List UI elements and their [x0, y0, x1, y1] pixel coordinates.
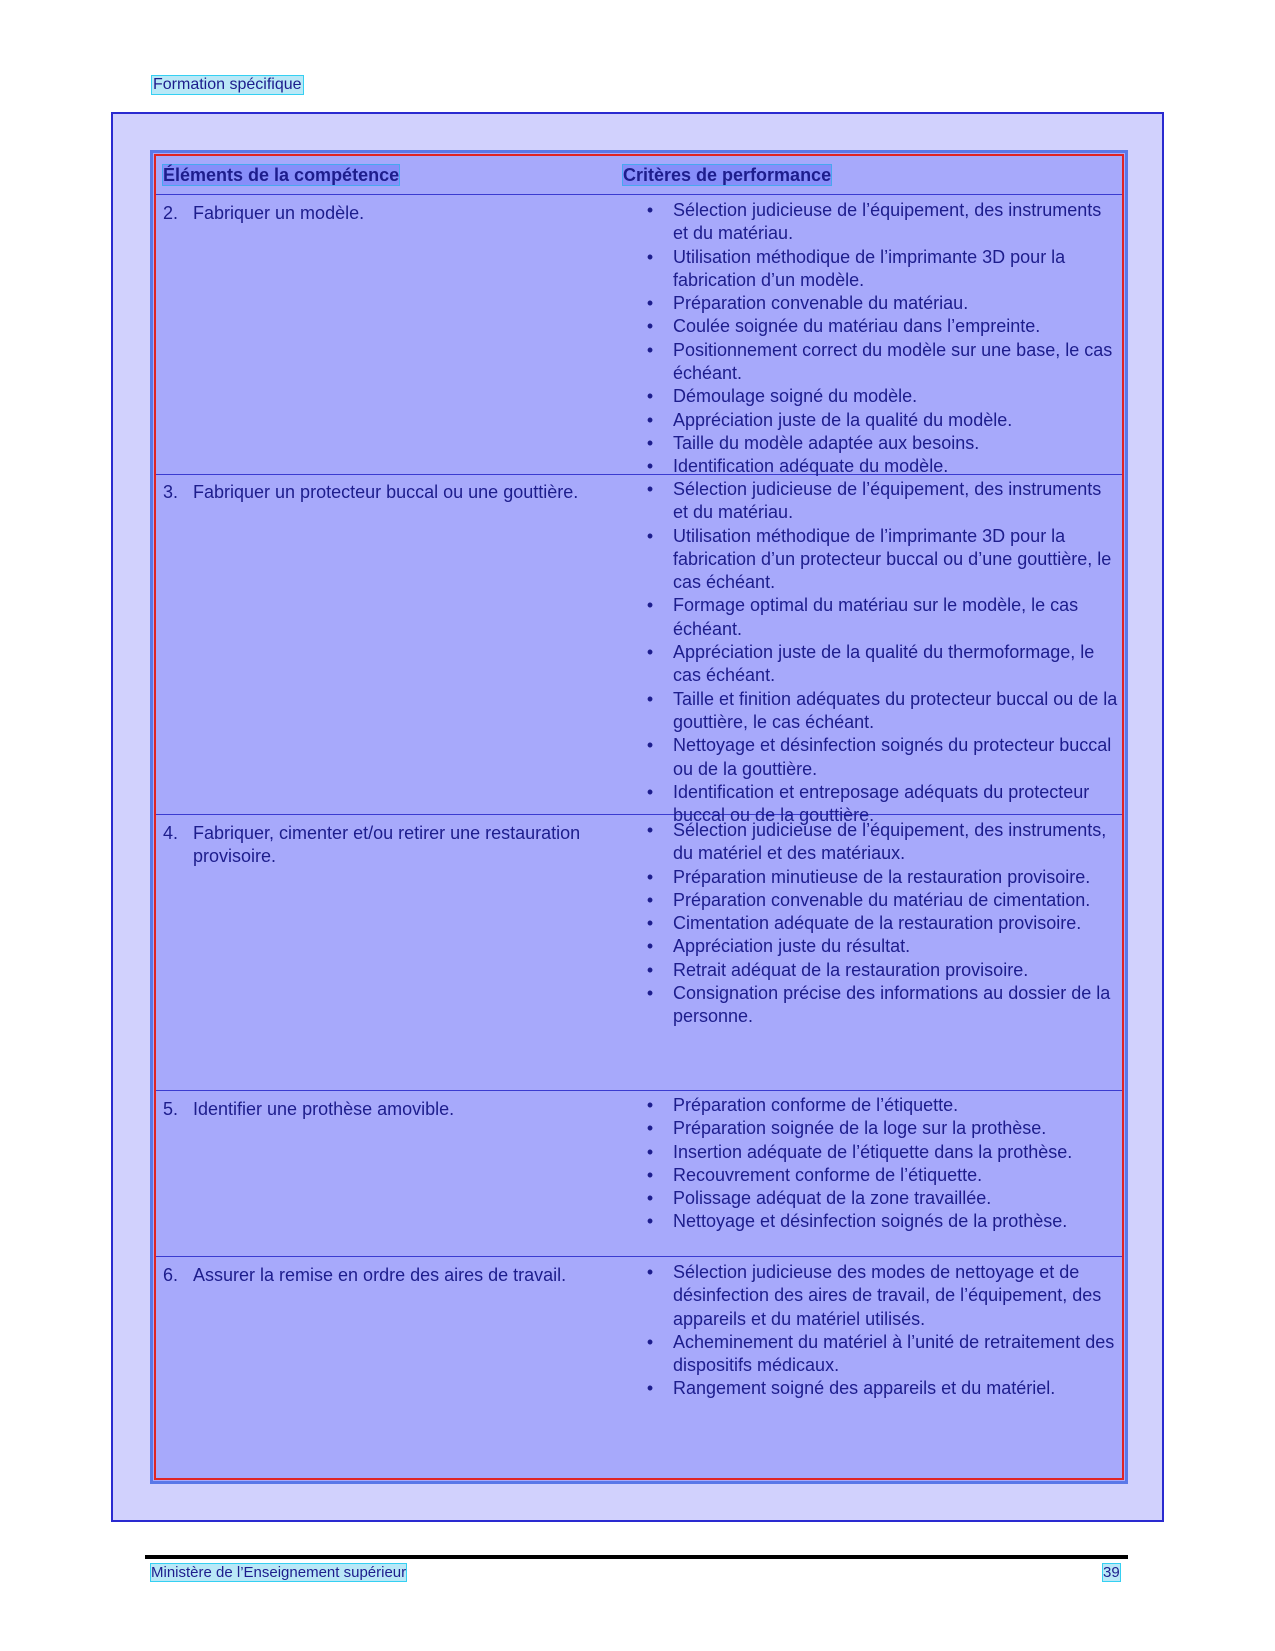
bullet-icon: • — [646, 781, 654, 802]
criterion-item — [643, 641, 1118, 688]
running-header: Formation spécifique — [153, 76, 302, 93]
criterion-text: Préparation conforme de l’étiquette. — [673, 1095, 959, 1115]
criterion-item — [643, 246, 1118, 293]
criterion-item — [643, 912, 1118, 935]
element-number: 3. — [163, 482, 179, 502]
table-body — [154, 154, 1124, 1480]
criterion-item — [643, 889, 1118, 912]
criterion-item — [643, 1210, 1118, 1233]
element-number: 2. — [163, 203, 179, 223]
criterion-item — [643, 315, 1118, 338]
criterion-item — [643, 1187, 1118, 1210]
bullet-icon: • — [646, 688, 654, 709]
criterion-text: Positionnement correct du modèle sur une base, le cas échéant. — [673, 339, 1113, 384]
criterion-text: Utilisation méthodique de l’imprimante 3D pour la fabrication d’un protecteur buccal ou d’une gouttière, le cas échéant. — [673, 525, 1112, 593]
criterion-text: Préparation minutieuse de la restauration provisoire. — [673, 866, 1091, 887]
criterion-text: Sélection judicieuse de l’équipement, des instruments et du matériau. — [673, 479, 1102, 523]
criterion-item — [643, 1094, 1118, 1117]
criterion-text: Cimentation adéquate de la restauration provisoire. — [673, 913, 1082, 934]
criterion-text: Appréciation juste de la qualité du thermoformage, le cas échéant. — [673, 642, 1095, 686]
criterion-item — [643, 982, 1118, 1029]
criterion-item — [643, 432, 1118, 455]
bullet-icon: • — [646, 479, 654, 499]
criterion-text: Consignation précise des informations au dossier de la personne. — [673, 983, 1111, 1027]
element-cell — [163, 1098, 648, 1121]
element-number: 6. — [163, 1265, 179, 1285]
criterion-item — [643, 525, 1118, 595]
bullet-icon: • — [646, 386, 654, 407]
table-header — [156, 156, 1122, 195]
bullet-icon: • — [646, 1141, 654, 1162]
table-row — [156, 814, 1122, 1091]
criterion-item — [643, 866, 1118, 889]
bullet-icon: • — [646, 1095, 654, 1115]
criterion-text: Retrait adéquat de la restauration provisoire. — [673, 959, 1029, 980]
column-header-elements: Éléments de la compétence — [163, 165, 400, 185]
bullet-icon: • — [646, 983, 654, 1004]
bullet-icon: • — [646, 1118, 654, 1139]
criterion-item — [643, 478, 1118, 525]
bullet-icon: • — [646, 1188, 654, 1209]
criterion-text: Sélection judicieuse de l’équipement, des instruments et du matériau. — [673, 200, 1102, 244]
criterion-text: Polissage adéquat de la zone travaillée. — [673, 1188, 992, 1209]
bullet-icon: • — [646, 889, 654, 910]
criteria-list — [643, 1094, 1118, 1234]
criterion-text: Nettoyage et désinfection soignés de la prothèse. — [673, 1211, 1068, 1232]
bullet-icon: • — [646, 595, 654, 616]
criterion-text: Taille et finition adéquates du protecteur buccal ou de la gouttière, le cas échéant. — [673, 688, 1118, 732]
bullet-icon: • — [646, 1331, 654, 1352]
page-number: 39 — [1103, 1564, 1120, 1581]
criteria-list — [643, 478, 1118, 827]
bullet-icon: • — [646, 200, 654, 220]
criterion-text: Utilisation méthodique de l’imprimante 3D pour la fabrication d’un modèle. — [673, 246, 1066, 290]
criterion-item — [643, 688, 1118, 735]
criteria-list — [643, 819, 1118, 1029]
criterion-item — [643, 385, 1118, 408]
element-text: Fabriquer, cimenter et/ou retirer une restauration provisoire. — [193, 823, 581, 866]
criterion-text: Identification et entreposage adéquats du protecteur buccal ou de la gouttière. — [673, 781, 1090, 826]
bullet-icon: • — [646, 642, 654, 663]
criteria-list — [643, 199, 1118, 479]
criterion-item — [643, 409, 1118, 432]
bullet-icon: • — [646, 432, 654, 453]
criterion-text: Démoulage soigné du modèle. — [673, 386, 918, 407]
criterion-item — [643, 339, 1118, 386]
criterion-text: Taille du modèle adaptée aux besoins. — [673, 432, 980, 453]
bullet-icon: • — [646, 866, 654, 887]
bullet-icon: • — [646, 1164, 654, 1185]
criterion-text: Sélection judicieuse de l’équipement, des instruments, du matériel et des matériaux. — [673, 820, 1107, 864]
bullet-icon: • — [646, 456, 654, 477]
element-text: Identifier une prothèse amovible. — [193, 1099, 455, 1119]
criterion-text: Préparation soignée de la loge sur la prothèse. — [673, 1118, 1047, 1139]
criterion-item — [643, 935, 1118, 958]
element-text: Fabriquer un modèle. — [193, 203, 365, 223]
bullet-icon: • — [646, 936, 654, 957]
criterion-text: Préparation convenable du matériau de cimentation. — [673, 889, 1091, 910]
footer-ministry: Ministère de l’Enseignement supérieur — [151, 1564, 407, 1581]
bullet-icon: • — [646, 316, 654, 337]
criterion-text: Appréciation juste de la qualité du modèle. — [673, 409, 1013, 430]
criterion-text: Rangement soigné des appareils et du matériel. — [673, 1378, 1056, 1399]
bullet-icon: • — [646, 959, 654, 980]
table-row — [156, 474, 1122, 826]
table-row — [156, 194, 1122, 475]
criterion-item — [643, 1377, 1118, 1400]
criterion-text: Nettoyage et désinfection soignés du protecteur buccal ou de la gouttière. — [673, 735, 1112, 779]
criterion-item — [643, 1141, 1118, 1164]
bullet-icon: • — [646, 735, 654, 756]
element-cell — [163, 1264, 648, 1287]
criterion-item — [643, 1117, 1118, 1140]
criterion-text: Insertion adéquate de l’étiquette dans la prothèse. — [673, 1141, 1073, 1162]
table-row — [156, 1090, 1122, 1257]
criterion-text: Acheminement du matériel à l’unité de retraitement des dispositifs médicaux. — [673, 1331, 1115, 1376]
criterion-item — [643, 1164, 1118, 1187]
criterion-item — [643, 1261, 1118, 1331]
column-header-criteria: Critères de performance — [623, 165, 832, 185]
element-number: 4. — [163, 823, 179, 843]
bullet-icon: • — [646, 525, 654, 546]
bullet-icon: • — [646, 409, 654, 430]
criterion-text: Préparation convenable du matériau. — [673, 293, 969, 314]
criterion-text: Recouvrement conforme de l’étiquette. — [673, 1164, 983, 1185]
element-cell — [163, 202, 648, 225]
bullet-icon: • — [646, 820, 654, 840]
element-text: Fabriquer un protecteur buccal ou une gouttière. — [193, 482, 579, 502]
criterion-item — [643, 292, 1118, 315]
element-text: Assurer la remise en ordre des aires de travail. — [193, 1265, 567, 1285]
criterion-item — [643, 594, 1118, 641]
element-cell — [163, 822, 648, 868]
criterion-item — [643, 734, 1118, 781]
criterion-item — [643, 1331, 1118, 1378]
criterion-item — [643, 199, 1118, 246]
criterion-text: Formage optimal du matériau sur le modèle, le cas échéant. — [673, 595, 1079, 639]
element-number: 5. — [163, 1099, 179, 1119]
bullet-icon: • — [646, 913, 654, 934]
criterion-text: Coulée soignée du matériau dans l’empreinte. — [673, 316, 1041, 337]
criterion-text: Sélection judicieuse des modes de nettoyage et de désinfection des aires de travail, de l’équipement, des appareils et du matériel utilisés. — [673, 1262, 1102, 1329]
bullet-icon: • — [646, 339, 654, 360]
competence-table — [150, 150, 1128, 1484]
criterion-item — [643, 959, 1118, 982]
criterion-text: Appréciation juste du résultat. — [673, 936, 911, 957]
element-cell — [163, 481, 648, 504]
table-row — [156, 1256, 1122, 1478]
bullet-icon: • — [646, 1262, 654, 1282]
bullet-icon: • — [646, 246, 654, 267]
bullet-icon: • — [646, 1211, 654, 1232]
bullet-icon: • — [646, 293, 654, 314]
bullet-icon: • — [646, 1378, 654, 1399]
criterion-text: Identification adéquate du modèle. — [673, 456, 949, 477]
criteria-list — [643, 1261, 1118, 1401]
criterion-item — [643, 819, 1118, 866]
footer-divider — [145, 1555, 1128, 1559]
